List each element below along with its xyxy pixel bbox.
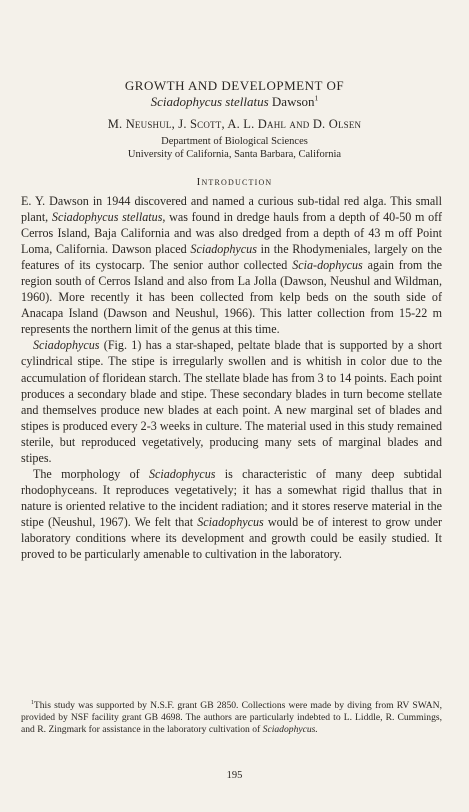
text-run: was found in dredge hauls from a depth of 40-50 m off Cerros Island, Baja California and was also dredged from a depth of 43 m off Point Loma, California. Dawson placed — [21, 210, 443, 257]
article-title-species — [0, 94, 469, 110]
italic-term: Sciadophycus — [33, 338, 100, 353]
author-list: M. Neushul, J. Scott, A. L. Dahl and D. Olsen — [107, 117, 362, 131]
title-footnote-mark: 1 — [314, 93, 319, 103]
text-run: The morphology of — [33, 466, 149, 481]
italic-term: Sciadophycus — [197, 514, 264, 529]
text-run: would be of interest to grow under laboratory conditions where its development and growth could be easily studied. It proved to be particularly amenable to cultivation in the laboratory. — [21, 514, 442, 562]
text-run: in the Rhodymeniales, largely on the features of its cystocarp. The senior author collected — [21, 242, 442, 273]
text-run: again from the region south of Cerros Island and also from La Jolla (Dawson, Neushul and Wildman, 1960). More recently it has been collected from kelp beds on the south side of Anacapa Island (Dawson and Neushul, 1966). This latter collection from 15-22 m represents the northern limit of the genus at this time. — [21, 258, 442, 337]
italic-term: Sciadophycus — [148, 466, 216, 481]
article-title — [0, 78, 469, 94]
italic-term: Sciadophycus stellatus, — [51, 210, 166, 225]
body-paragraph — [21, 466, 442, 562]
page-number: 195 — [226, 770, 243, 781]
body-paragraph — [21, 193, 442, 337]
italic-term: Scia-dophycus — [292, 258, 363, 273]
species-name: Sciadophycus stellatus — [150, 94, 269, 109]
text-run: E. Y. Dawson in 1944 discovered and named a curious sub-tidal red alga. This small plant, — [21, 194, 442, 225]
university: University of California, Santa Barbara, California — [127, 149, 342, 160]
text-run: This study was supported by N.S.F. grant GB 2850. Collections were made by diving from RV SWAN, provided by NSF facility grant GB 4698. The authors are particularly indebted to L. Liddle, R. Cummings, and R. Zingmark for assistance in the laboratory cultivation of — [21, 700, 442, 736]
section-heading: Introduction — [196, 176, 273, 188]
article-body — [21, 193, 442, 562]
italic-term: Sciadophycus. — [262, 724, 318, 736]
title-line: GROWTH AND DEVELOPMENT OF — [124, 78, 345, 93]
department: Department of Biological Sciences — [161, 136, 308, 147]
text-run: (Fig. 1) has a star-shaped, peltate blade that is supported by a short cylindrical stipe. The stipe is irregularly swollen and is whitish in color due to the accumulation of floridean starch. The stellate blade has from 3 to 14 points. Each point produces a secondary blade and stipe. These secondary blades in turn become stellate and themselves produce new blades at each point. A new marginal set of blades and stipes is produced every 2-3 weeks in culture. The material used in this study remained sterile, but reproduced vegetatively, producing many sets of marginal blades and stipes. — [21, 338, 442, 465]
species-authority: Dawson — [271, 94, 315, 109]
footnote — [21, 700, 442, 737]
italic-term: Sciadophycus — [190, 242, 257, 257]
text-run: is characteristic of many deep subtidal rhodophyceans. It reproduces vegetatively; it has a somewhat rigid thallus that in nature is oriented relative to the incident radiation; and it stores reserve material in the stipe (Neushul, 1967). We felt that — [21, 466, 442, 529]
footnote-mark: 1 — [31, 699, 34, 706]
footnote-text — [21, 700, 442, 737]
body-paragraph — [21, 337, 442, 465]
